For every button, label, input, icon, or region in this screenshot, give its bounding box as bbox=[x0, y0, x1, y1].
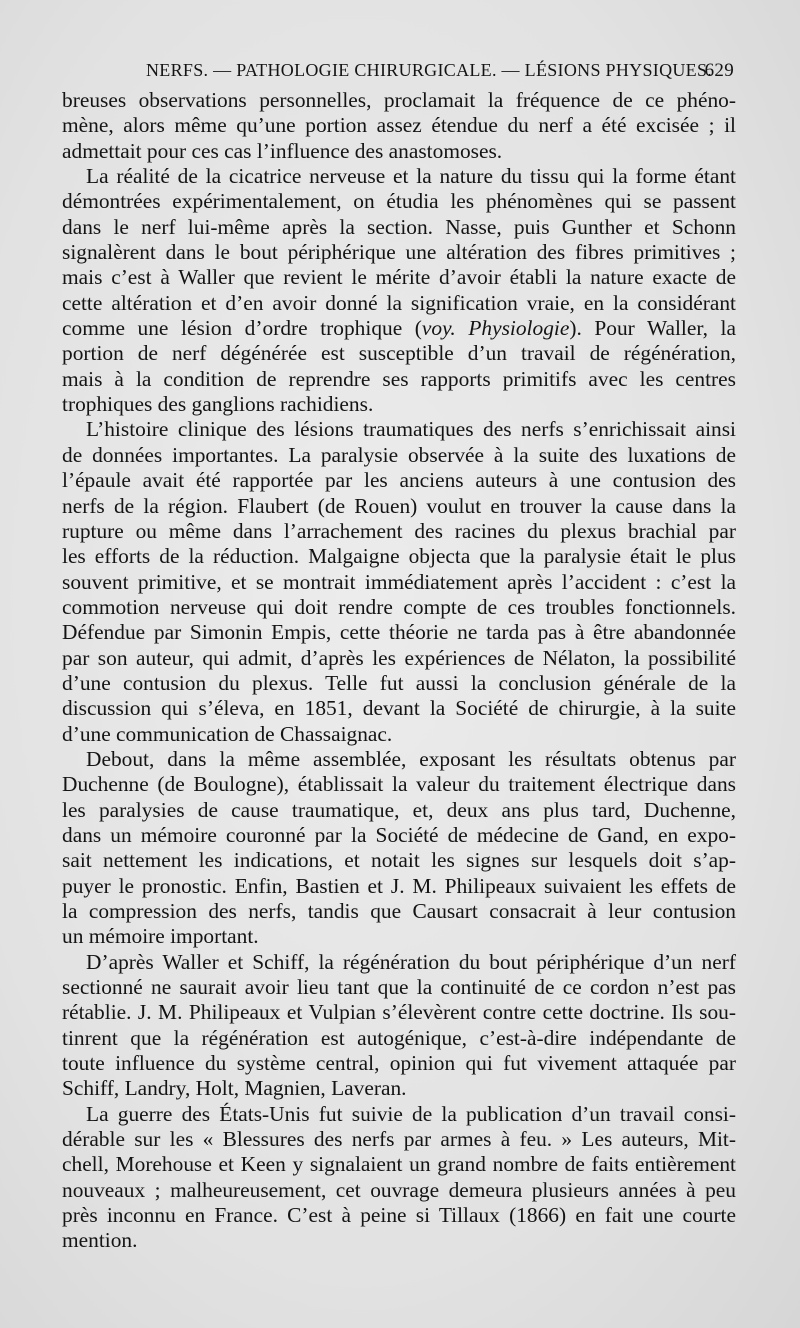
text-line: portion de nerf dégénérée est susceptible d’un travail de régénération, bbox=[62, 341, 736, 366]
text-line: dérable sur les « Blessures des nerfs par armes à feu. » Les auteurs, Mit- bbox=[62, 1127, 736, 1152]
text-line: Défendue par Simonin Empis, cette théorie ne tarda pas à être abandonnée bbox=[62, 620, 736, 645]
text-line: dans le nerf lui-même après la section. Nasse, puis Gunther et Schonn bbox=[62, 214, 736, 239]
text-line: d’une communication de Chassaignac. bbox=[62, 721, 393, 746]
text-line: dans un mémoire couronné par la Société de médecine de Gand, en expo- bbox=[62, 822, 736, 847]
text-line: breuses observations personnelles, proclamait la fréquence de ce phéno- bbox=[62, 88, 736, 112]
paragraph bbox=[62, 747, 736, 950]
text-line: chell, Morehouse et Keen y signalaient un grand nombre de faits entièrement bbox=[62, 1152, 736, 1177]
running-title: NERFS. — PATHOLOGIE CHIRURGICALE. — LÉSIONS PHYSIQUES. bbox=[146, 60, 713, 80]
paragraph bbox=[62, 1102, 736, 1254]
text-line: mène, alors même qu’une portion assez étendue du nerf a été excisée ; il bbox=[62, 113, 736, 138]
text-line-with-italic: comme une lésion d’ordre trophique (voy. Physiologie). Pour Waller, la bbox=[62, 316, 736, 341]
paragraph bbox=[62, 164, 736, 417]
text-line: les paralysies de cause traumatique, et, deux ans plus tard, Duchenne, bbox=[62, 797, 736, 822]
paragraph bbox=[62, 950, 736, 1102]
text-line: toute influence du système central, opinion qui fut vivement attaquée par bbox=[62, 1051, 736, 1076]
text-line: La guerre des États-Unis fut suivie de la publication d’un travail consi- bbox=[86, 1101, 736, 1126]
text-line: mention. bbox=[62, 1228, 138, 1253]
text-line: démontrées expérimentalement, on étudia les phénomènes qui se passent bbox=[62, 189, 736, 214]
text-line: L’histoire clinique des lésions traumatiques des nerfs s’enrichissait ainsi bbox=[86, 417, 736, 442]
paragraph bbox=[62, 88, 736, 164]
running-header bbox=[146, 60, 734, 84]
text-line: La réalité de la cicatrice nerveuse et la nature du tissu qui la forme étant bbox=[86, 164, 736, 189]
text-line: Duchenne (de Boulogne), établissait la valeur du traitement électrique dans bbox=[62, 772, 736, 797]
text-line: sait nettement les indications, et notait les signes sur lesquels doit s’ap- bbox=[62, 848, 736, 873]
text-line: admettait pour ces cas l’influence des anastomoses. bbox=[62, 138, 503, 163]
text-line: les efforts de la réduction. Malgaigne objecta que la paralysie était le plus bbox=[62, 544, 736, 569]
text-line: signalèrent dans le bout périphérique une altération des fibres primitives ; bbox=[62, 240, 736, 265]
body-text bbox=[62, 88, 736, 1254]
text-line: Schiff, Landry, Holt, Magnien, Laveran. bbox=[62, 1076, 407, 1101]
text-line: un mémoire important. bbox=[62, 924, 259, 949]
text-line: Debout, dans la même assemblée, exposant les résultats obtenus par bbox=[86, 746, 736, 771]
text-line: trophiques des ganglions rachidiens. bbox=[62, 392, 374, 417]
paragraph bbox=[62, 417, 736, 746]
page-number: 629 bbox=[704, 60, 734, 81]
text-line: près inconnu en France. C’est à peine si Tillaux (1866) en fait une courte bbox=[62, 1203, 736, 1228]
text-line: rupture ou même dans l’arrachement des racines du plexus brachial par bbox=[62, 518, 736, 543]
text-line: la compression des nerfs, tandis que Causart consacrait à leur contusion bbox=[62, 899, 736, 923]
text-line: de données importantes. La paralysie observée à la suite des luxations de bbox=[62, 442, 736, 467]
text-line: sectionné ne saurait avoir lieu tant que la continuité de ce cordon n’est pas bbox=[62, 975, 736, 1000]
text-line: d’une contusion du plexus. Telle fut aussi la conclusion générale de la bbox=[62, 670, 736, 695]
text-line: discussion qui s’éleva, en 1851, devant la Société de chirurgie, à la suite bbox=[62, 696, 736, 721]
text-line: puyer le pronostic. Enfin, Bastien et J. M. Philipeaux suivaient les effets de bbox=[62, 873, 736, 898]
text-line: cette altération et d’en avoir donné la signification vraie, en la considérant bbox=[62, 290, 736, 315]
text-line: nouveaux ; malheureusement, cet ouvrage demeura plusieurs années à peu bbox=[62, 1177, 736, 1202]
text-line: D’après Waller et Schiff, la régénération du bout périphérique d’un nerf bbox=[86, 949, 736, 974]
text-line: mais c’est à Waller que revient le mérite d’avoir établi la nature exacte de bbox=[62, 265, 736, 290]
text-line: l’épaule avait été rapportée par les anciens auteurs à une contusion des bbox=[62, 468, 736, 493]
text-line: par son auteur, qui admit, d’après les expériences de Nélaton, la possibilité bbox=[62, 645, 736, 670]
text-line: nerfs de la région. Flaubert (de Rouen) voulut en trouver la cause dans la bbox=[62, 493, 736, 518]
text-line: mais à la condition de reprendre ses rapports primitifs avec les centres bbox=[62, 366, 736, 391]
text-line: rétablie. J. M. Philipeaux et Vulpian s’élevèrent contre cette doctrine. Ils sou- bbox=[62, 1000, 736, 1025]
text-line: tinrent que la régénération est autogénique, c’est-à-dire indépendante de bbox=[62, 1025, 736, 1050]
text-line: souvent primitive, et se montrait immédiatement après l’accident : c’est la bbox=[62, 569, 736, 594]
text-line: commotion nerveuse qui doit rendre compte de ces troubles fonctionnels. bbox=[62, 594, 736, 619]
